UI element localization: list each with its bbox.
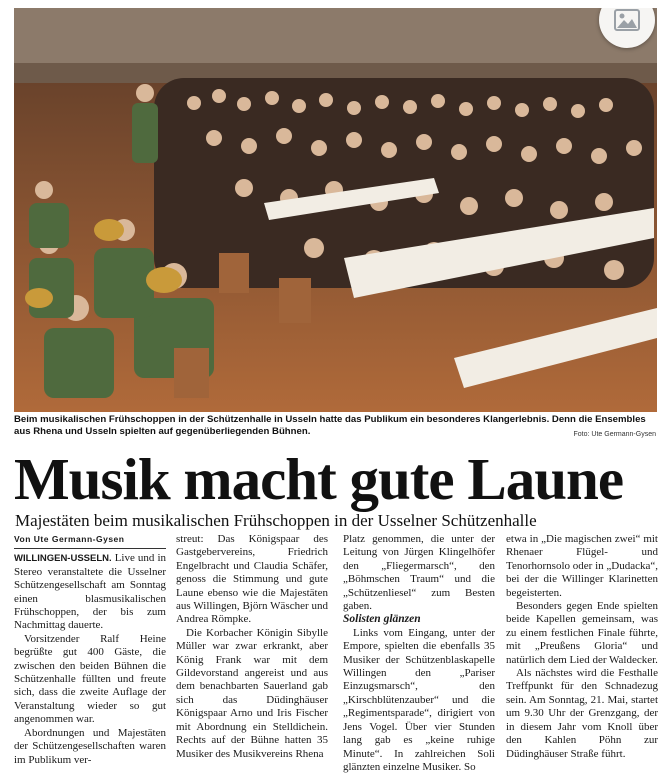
paragraph: Vorsitzender Ralf Heine begrüßte gut 400 Gäste, die zwischen den beiden Bühnen die Schützenhalle füllten und freute sich, dass die zweite Auflage der Veranstaltung wieder so gut angenommen war. [14, 632, 166, 726]
paragraph-text: Live und in Stereo veranstaltete die Usselner Schützengesellschaft am Sonntag einen blasmusikalischen Frühschoppen, der bis zum Nachmittag dauerte. [14, 552, 166, 632]
article-column-2 [176, 533, 328, 761]
paragraph: etwa in „Die magischen zwei“ mit Rhenaer Flügel- und Tenorhornsolo oder in „Dudacka“, bei der die Willinger Klarinetten begeisterten. [506, 533, 658, 599]
paragraph: Besonders gegen Ende spielten beide Kapellen gemeinsam, was zu einem festlichen Finale führte, mit „Preußens Gloria“ und natürlich dem Lied der Waldecker. [506, 600, 658, 666]
paragraph: Als nächstes wird die Festhalle Treffpunkt für den Schnadezug sein. Am Sonntag, 21. Mai, startet um 9.30 Uhr der Grenzgang, der in diesem Jahr vom Knoll über den Kahlen Pöhn zur Düdinghäuser Straße führt. [506, 667, 658, 760]
article-column-1 [14, 533, 166, 767]
section-subhead: Solisten glänzen [343, 613, 421, 626]
paragraph: Abordnungen und Majestäten der Schützengesellschaften waren im Publikum ver- [14, 726, 166, 766]
concert-photo [14, 8, 657, 412]
article-column-4 [506, 533, 658, 761]
photo-credit: Foto: Ute Germann-Gysen [573, 431, 656, 438]
image-glyph [614, 9, 640, 31]
paragraph: Platz genommen, die unter der Leitung von Jürgen Klingelhöfer den „Fliegermarsch“, den „Böhmschen Traum“ und die „Schützenliesel“ zum Besten gaben. [343, 533, 495, 613]
byline: Von Ute Germann-Gysen [14, 533, 166, 549]
paragraph: Die Korbacher Königin Sibylle Müller war zwar erkrankt, aber König Frank war mit dem Gildevorstand angereist und aus dem benachbarten Sauerland gab sich das Düdinghäuser Königspaar Arno und Iris Fischer mit Abordnung ein Stelldichein. Rechts auf der Bühne hatten 35 Musiker des Musikvereins Rhena [176, 626, 328, 760]
photo-caption: Beim musikalischen Frühschoppen in der Schützenhalle in Usseln hatte das Publikum ein besonderes Klangerlebnis. Denn die Ensembles aus Rhena und Usseln spielten auf gegenüberliegenden Bühnen. [14, 414, 646, 437]
headline: Musik macht gute Laune [14, 446, 624, 512]
article-column-3 [343, 533, 495, 774]
paragraph: streut: Das Königspaar des Gastgebervereins, Friedrich Engelbracht und Claudia Schäfer, genoss die Stimmung und gute Laune ebenso wie die Majestäten aus Willingen, Björn Wäscher und Andrea Römpke. [176, 533, 328, 626]
dateline: WILLINGEN-USSELN. [14, 553, 112, 565]
paragraph [14, 552, 166, 632]
subheadline: Majestäten beim musikalischen Frühschoppen in der Usselner Schützenhalle [15, 511, 537, 530]
concert-photo-illustration [14, 8, 657, 412]
paragraph: Links vom Eingang, unter der Empore, spielten die ebenfalls 35 Musiker der Schützenblaskapelle Willingen den „Pariser Einzugsmarsch“, den „Kirschblütenzauber“ und die „Regimentsparade“, dirigiert von Jens Vogel. Über vier Stunden lang gab es „keine ruhige Minute“. In zahlreichen Soli glänzten einzelne Musiker. So [343, 626, 495, 773]
